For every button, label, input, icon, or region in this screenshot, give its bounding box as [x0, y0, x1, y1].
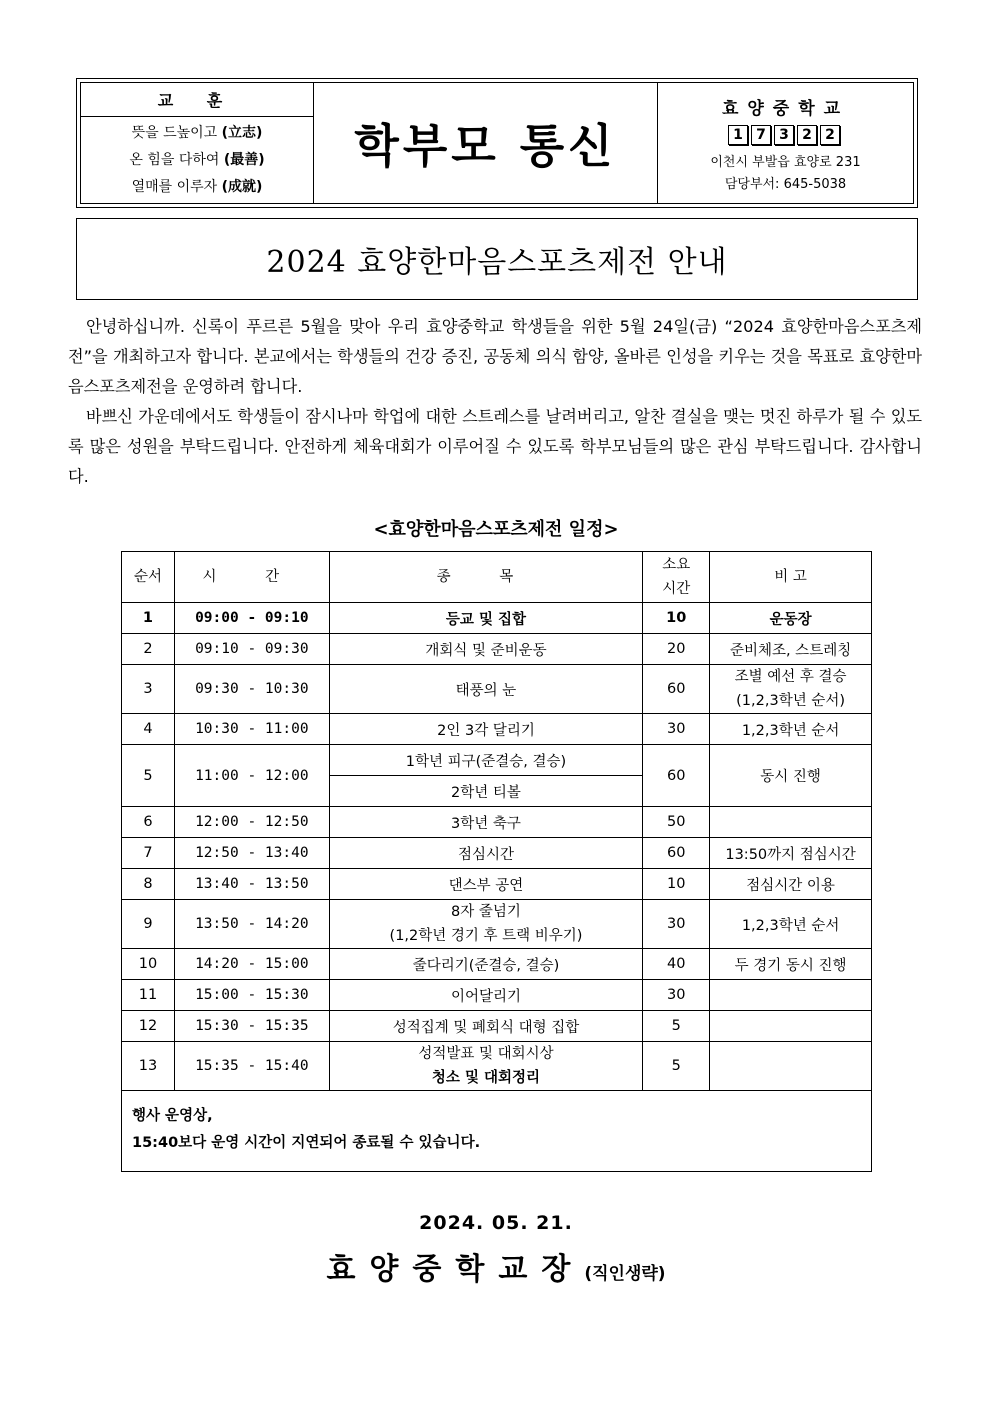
table-row: 1 09:00 - 09:10 등교 및 집합 10 운동장: [122, 603, 872, 634]
zip-digit: 7: [751, 125, 771, 145]
contact-number: 담당부서: 645-5038: [724, 177, 847, 192]
intro-paragraph: 바쁘신 가운데에서도 학생들이 잠시나마 학업에 대한 스트레스를 날려버리고, 알찬 결실을 맺는 멋진 하루가 될 수 있도록 많은 성원을 부탁드립니다. 안전하게 체육대회가 이루어질 수 있도록 학부모님들의 많은 관심 부탁드립니다. 감사합니다.: [68, 407, 922, 486]
newsletter-header: [76, 78, 918, 208]
newsletter-title: 학부모 통신: [314, 83, 658, 203]
principal-title: 효양중학교장: [326, 1252, 585, 1287]
motto-line: 온 힘을 다하여 (最善): [129, 151, 265, 168]
table-row: 6 12:00 - 12:50 3학년 축구 50: [122, 807, 872, 838]
header-order: 순서: [122, 552, 175, 603]
table-row: 3 09:30 - 10:30 태풍의 눈 60 조별 예선 후 결승 (1,2,3학년 순서): [122, 665, 872, 714]
zip-digit: 2: [820, 125, 840, 145]
table-row: 8 13:40 - 13:50 댄스부 공연 10 점심시간 이용: [122, 869, 872, 900]
header-time: 시 간: [174, 552, 329, 603]
table-row: 9 13:50 - 14:20 8자 줄넘기 (1,2학년 경기 후 트랙 비우기) 30 1,2,3학년 순서: [122, 900, 872, 949]
zip-digit: 2: [797, 125, 817, 145]
schedule-table: [121, 551, 872, 1172]
table-row: 5 11:00 - 12:00 1학년 피구(준결승, 결승) 60 동시 진행: [122, 745, 872, 776]
intro-paragraph: 안녕하십니까. 신록이 푸르른 5월을 맞아 우리 효양중학교 학생들을 위한 5월 24일(금) “2024 효양한마음스포츠제전”을 개최하고자 합니다. 본교에서는 학생들의 건강 증진, 공동체 의식 함양, 올바른 인성을 키우는 것을 목표로 효양한마음스포츠제전을 운영하려 합니다.: [68, 317, 922, 396]
postal-code: [728, 125, 843, 145]
table-row: 2학년 티볼: [122, 776, 872, 807]
table-row: 7 12:50 - 13:40 점심시간 60 13:50까지 점심시간: [122, 838, 872, 869]
table-row: 10 14:20 - 15:00 줄다리기(준결승, 결승) 40 두 경기 동시 진행: [122, 949, 872, 980]
school-name: 효양중학교: [721, 99, 850, 119]
table-header-row: [122, 552, 872, 603]
table-row: 11 15:00 - 15:30 이어달리기 30: [122, 980, 872, 1011]
table-row: 12 15:30 - 15:35 성적집계 및 폐회식 대형 집합 5: [122, 1011, 872, 1042]
motto-line: 열매를 이루자 (成就): [131, 178, 263, 195]
school-address: 이천시 부발읍 효양로 231: [710, 155, 861, 170]
table-note-row: [122, 1091, 872, 1172]
principal-signature: [0, 1244, 992, 1288]
schedule-title: <효양한마음스포츠제전 일정>: [373, 519, 619, 540]
header-event: 종 목: [329, 552, 643, 603]
motto-line: 뜻을 드높이고 (立志): [131, 125, 263, 142]
zip-digit: 1: [728, 125, 748, 145]
table-row: 13 15:35 - 15:40 성적발표 및 대회시상 청소 및 대회정리 5: [122, 1042, 872, 1091]
event-title: 2024 효양한마음스포츠제전 안내: [76, 218, 918, 300]
zip-digit: 3: [774, 125, 794, 145]
school-info: [658, 83, 913, 203]
table-row: 2 09:10 - 09:30 개회식 및 준비운동 20 준비체조, 스트레칭: [122, 634, 872, 665]
table-row: 4 10:30 - 11:00 2인 3각 달리기 30 1,2,3학년 순서: [122, 714, 872, 745]
issue-date: 2024. 05. 21.: [419, 1212, 573, 1234]
header-remark: 비 고: [710, 552, 872, 603]
school-motto: [81, 83, 314, 203]
intro-text: [68, 312, 922, 492]
seal-note: (직인생략): [584, 1264, 666, 1284]
header-duration: 소요 시간: [643, 552, 710, 603]
schedule-note: 행사 운영상, 15:40보다 운영 시간이 지연되어 종료될 수 있습니다.: [122, 1091, 872, 1172]
motto-title: 교 훈: [81, 83, 313, 117]
